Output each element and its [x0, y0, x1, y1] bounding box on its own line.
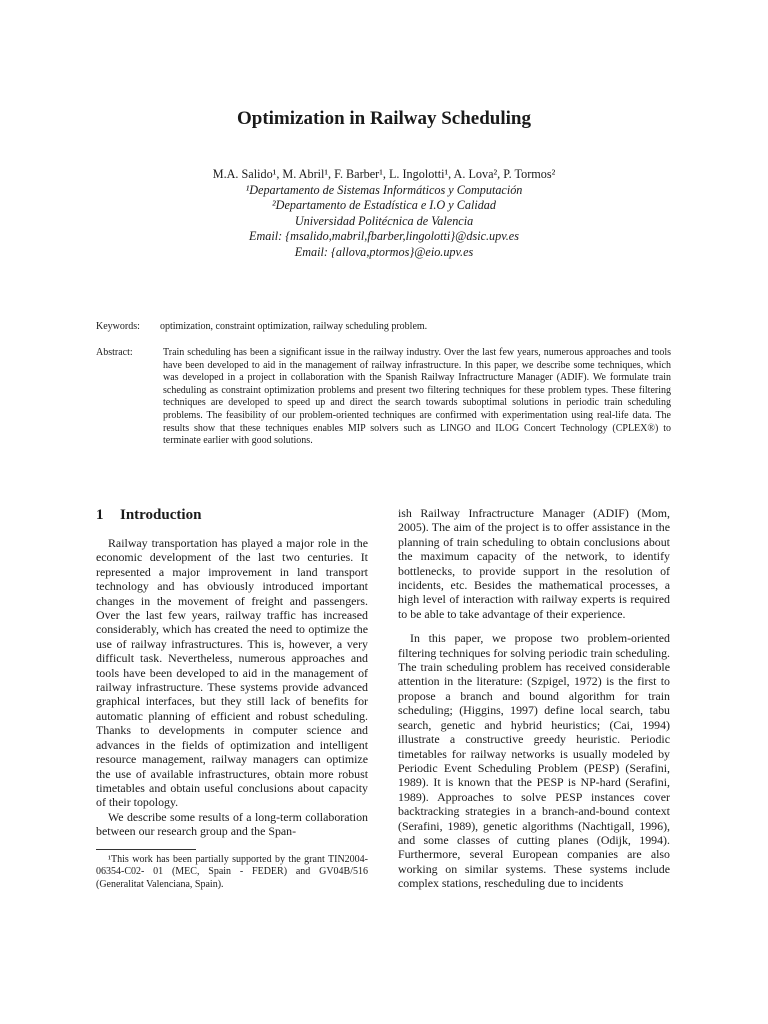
keywords-label: Keywords:: [96, 321, 140, 332]
intro-paragraph-2: We describe some results of a long-term collaboration between our research group and the Span-: [96, 809, 368, 839]
author-block: [0, 167, 768, 260]
section-heading: [96, 506, 368, 524]
paper-title: Optimization in Railway Scheduling: [236, 108, 532, 129]
intro-paragraph-3: ish Railway Infractructure Manager (ADIF) (Mom, 2005). The aim of the project is to offer assistance in the planning of train scheduling to obtain conclusions about the maximum capacity of the network, to identify bottlenecks, to provide support in the resolution of incidents, etc. Besides the mathematical processes, a high level of interaction with railway experts is required to be able to take advantage of their experience.: [398, 506, 670, 621]
footnote: ¹This work has been partially supported by the grant TIN2004-06354-C02- 01 (MEC, Spain - FEDER) and GV04B/516 (Generalitat Valenciana, Spain).: [96, 853, 368, 890]
intro-paragraph-4: In this paper, we propose two problem-oriented filtering techniques for solving periodic train scheduling. The train scheduling problem has received considerable attention in the literature: (Szpigel, 1972) is the first to propose a branch and bound algorithm for train scheduling; (Higgins, 1997) define local search, tabu search, genetic and hybrid heuristics; (Cai, 1994) illustrate a constructive greedy heuristic. Periodic timetables for railway networks is usually modeled by Periodic Event Scheduling Problem (PESP) (Serafini, 1989). It is known that the PESP is NP-hard (Serafini, 1989). Approaches to solve PESP instances cover backtracking strategies in a branch-and-bound context (Serafini, 1989), genetic algorithms (Nachtigall, 1996), and some classes of cutting planes (Odijk, 1994). Furthermore, several European companies are also working on similar systems. These systems include complex stations, rescheduling due to incidents: [398, 631, 670, 891]
section-number: 1: [96, 507, 104, 523]
intro-paragraph-1: Railway transportation has played a major role in the economic development of the last two centuries. It represented a major improvement in land transport technology and has obviously introduced important changes in the movement of freight and passengers. Over the last few years, railway traffic has increased considerably, which has created the need to optimize the use of railway infrastructures. This is, however, a very difficult task. Nevertheless, numerous approaches and tools have been developed to aid in the management of railway infrastructure. These systems provide advanced graphical interfaces, but they still lack of benefits for automatic planning of efficient and robust scheduling. Thanks to developments in computer science and advances in the fields of optimization and intelligent resource management, railway managers can optimize the use of available infrastructures, obtain more robust timetables and obtain useful conclusions about capacity of their topology.: [96, 536, 368, 810]
right-column: [398, 506, 670, 891]
affiliation-1: ¹Departamento de Sistemas Informáticos y Computación: [245, 182, 523, 197]
keywords-text: optimization, constraint optimization, railway scheduling problem.: [160, 321, 428, 332]
email-2: Email: {allova,ptormos}@eio.upv.es: [294, 244, 474, 259]
left-column: [96, 506, 368, 891]
section-title: Introduction: [120, 507, 202, 523]
university: Universidad Politécnica de Valencia: [294, 213, 474, 228]
email-1: Email: {msalido,mabril,fbarber,lingolotti}@dsic.upv.es: [249, 229, 519, 243]
footnote-rule: [96, 849, 196, 850]
abstract-label: Abstract:: [96, 347, 133, 358]
author-list: M.A. Salido¹, M. Abril¹, F. Barber¹, L. Ingolotti¹, A. Lova², P. Tormos²: [212, 167, 556, 181]
abstract-text: Train scheduling has been a significant issue in the railway industry. Over the last few years, numerous approaches and tools have been developed to aid in the management of railway infrastructure. In this paper, we describe some techniques, which was developed in a project in collaboration with the Spanish Railway Infractructure Manager (ADIF). We formulate train scheduling as constraint optimization problems and present two filtering techniques for these problem types. These filtering techniques are developed to speed up and direct the search towards suboptimal solutions in periodic train scheduling problems. The feasibility of our problem-oriented techniques are confirmed with experimentation using real-life data. The results show that these techniques enables MIP solvers such as LINGO and ILOG Concert Technology (CPLEX®) to terminate earlier with good solutions.: [163, 347, 671, 447]
affiliation-2: ²Departamento de Estadística e I.O y Calidad: [271, 198, 496, 212]
